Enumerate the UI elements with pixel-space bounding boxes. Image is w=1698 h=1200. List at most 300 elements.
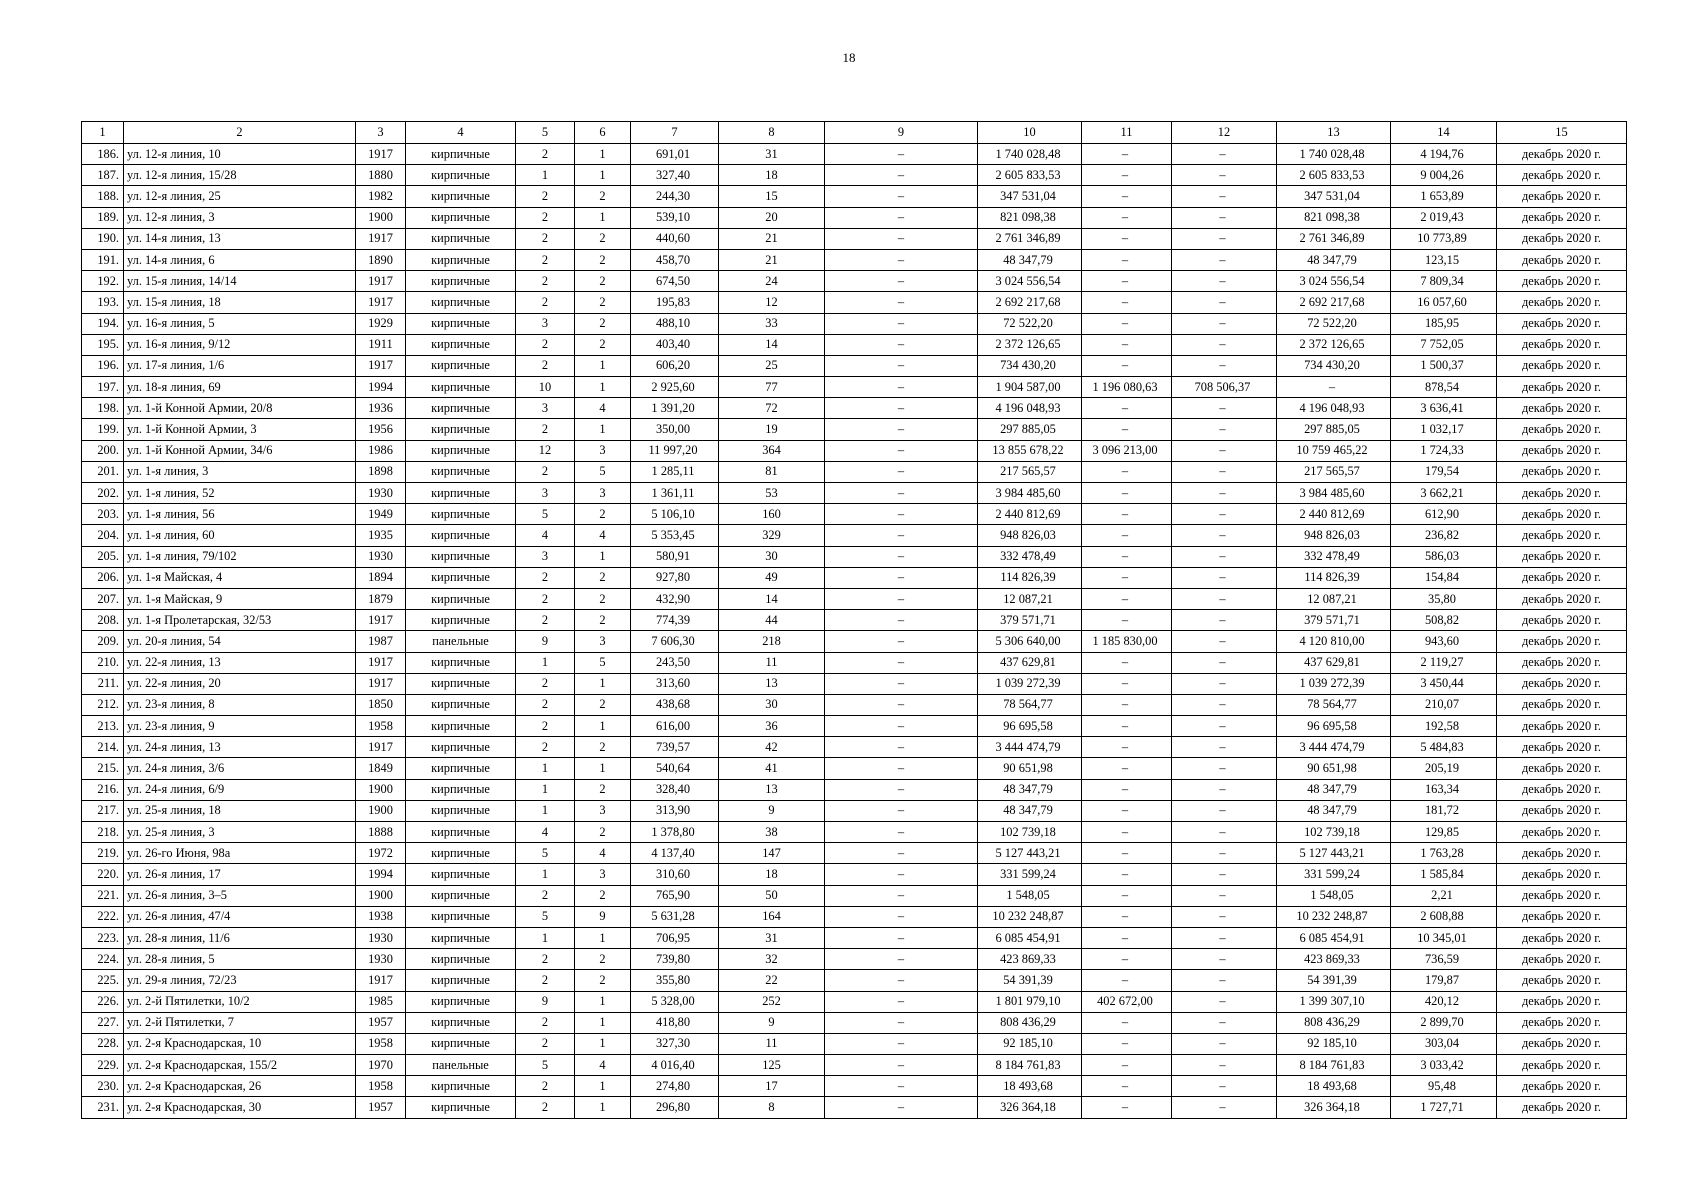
table-cell-col-3: 1917 <box>356 737 406 758</box>
table-cell-col-6: 4 <box>575 843 631 864</box>
table-cell-col-1: 197. <box>82 377 124 398</box>
table-row <box>82 631 1627 652</box>
table-cell-col-12: – <box>1172 1076 1277 1097</box>
table-cell-col-8: 25 <box>719 355 825 376</box>
table-row <box>82 694 1627 715</box>
column-number-7: 7 <box>631 122 719 144</box>
table-cell-col-6: 2 <box>575 313 631 334</box>
table-cell-col-2: ул. 22-я линия, 20 <box>124 673 356 694</box>
table-cell-col-4: кирпичные <box>406 588 516 609</box>
table-cell-col-3: 1957 <box>356 1097 406 1118</box>
table-cell-col-1: 201. <box>82 461 124 482</box>
table-cell-col-13: 437 629,81 <box>1277 652 1391 673</box>
table-cell-col-14: 303,04 <box>1391 1033 1497 1054</box>
table-cell-col-12: – <box>1172 906 1277 927</box>
table-cell-col-9: – <box>825 567 978 588</box>
table-cell-col-2: ул. 25-я линия, 18 <box>124 800 356 821</box>
table-cell-col-8: 8 <box>719 1097 825 1118</box>
table-cell-col-6: 2 <box>575 228 631 249</box>
table-cell-col-14: 2 899,70 <box>1391 1012 1497 1033</box>
table-row <box>82 567 1627 588</box>
table-cell-col-2: ул. 16-я линия, 5 <box>124 313 356 334</box>
table-cell-col-5: 2 <box>516 567 575 588</box>
table-cell-col-12: – <box>1172 525 1277 546</box>
table-cell-col-11: – <box>1082 906 1172 927</box>
table-cell-col-4: кирпичные <box>406 1097 516 1118</box>
table-cell-col-11: – <box>1082 1076 1172 1097</box>
table-cell-col-10: 948 826,03 <box>978 525 1082 546</box>
table-cell-col-10: 379 571,71 <box>978 610 1082 631</box>
table-cell-col-3: 1957 <box>356 1012 406 1033</box>
table-cell-col-1: 186. <box>82 144 124 165</box>
table-cell-col-13: 948 826,03 <box>1277 525 1391 546</box>
column-number-15: 15 <box>1497 122 1627 144</box>
table-cell-col-14: 123,15 <box>1391 249 1497 270</box>
table-cell-col-6: 3 <box>575 440 631 461</box>
table-cell-col-1: 227. <box>82 1012 124 1033</box>
table-cell-col-14: 95,48 <box>1391 1076 1497 1097</box>
table-cell-col-14: 35,80 <box>1391 588 1497 609</box>
table-cell-col-12: – <box>1172 843 1277 864</box>
table-cell-col-2: ул. 1-я Майская, 4 <box>124 567 356 588</box>
table-cell-col-7: 488,10 <box>631 313 719 334</box>
table-cell-col-12: – <box>1172 1012 1277 1033</box>
table-cell-col-5: 3 <box>516 483 575 504</box>
table-cell-col-9: – <box>825 207 978 228</box>
table-cell-col-5: 2 <box>516 610 575 631</box>
table-cell-col-10: 18 493,68 <box>978 1076 1082 1097</box>
table-cell-col-13: 1 548,05 <box>1277 885 1391 906</box>
table-cell-col-12: – <box>1172 1097 1277 1118</box>
table-cell-col-12: – <box>1172 885 1277 906</box>
table-cell-col-9: – <box>825 398 978 419</box>
table-cell-col-10: 48 347,79 <box>978 779 1082 800</box>
table-cell-col-7: 606,20 <box>631 355 719 376</box>
table-cell-col-4: кирпичные <box>406 864 516 885</box>
table-cell-col-14: 16 057,60 <box>1391 292 1497 313</box>
table-cell-col-6: 2 <box>575 779 631 800</box>
table-cell-col-9: – <box>825 1076 978 1097</box>
table-cell-col-5: 2 <box>516 588 575 609</box>
table-cell-col-1: 209. <box>82 631 124 652</box>
table-cell-col-2: ул. 25-я линия, 3 <box>124 822 356 843</box>
table-cell-col-6: 1 <box>575 1076 631 1097</box>
table-cell-col-5: 3 <box>516 398 575 419</box>
table-cell-col-7: 327,30 <box>631 1033 719 1054</box>
table-cell-col-4: кирпичные <box>406 970 516 991</box>
table-cell-col-12: – <box>1172 546 1277 567</box>
table-cell-col-14: 192,58 <box>1391 716 1497 737</box>
column-number-5: 5 <box>516 122 575 144</box>
table-cell-col-1: 224. <box>82 949 124 970</box>
table-cell-col-14: 1 032,17 <box>1391 419 1497 440</box>
table-cell-col-7: 765,90 <box>631 885 719 906</box>
table-cell-col-10: 423 869,33 <box>978 949 1082 970</box>
table-cell-col-9: – <box>825 271 978 292</box>
table-row <box>82 228 1627 249</box>
table-cell-col-6: 2 <box>575 737 631 758</box>
table-cell-col-12: – <box>1172 419 1277 440</box>
table-cell-col-3: 1930 <box>356 927 406 948</box>
table-cell-col-9: – <box>825 1055 978 1076</box>
table-row <box>82 483 1627 504</box>
table-cell-col-5: 2 <box>516 334 575 355</box>
table-cell-col-9: – <box>825 694 978 715</box>
table-cell-col-4: кирпичные <box>406 165 516 186</box>
table-row <box>82 991 1627 1012</box>
table-cell-col-5: 1 <box>516 165 575 186</box>
table-cell-col-6: 1 <box>575 165 631 186</box>
table-row <box>82 906 1627 927</box>
table-cell-col-12: – <box>1172 1033 1277 1054</box>
table-cell-col-1: 218. <box>82 822 124 843</box>
table-cell-col-15: декабрь 2020 г. <box>1497 292 1627 313</box>
table-cell-col-8: 164 <box>719 906 825 927</box>
table-cell-col-15: декабрь 2020 г. <box>1497 440 1627 461</box>
table-cell-col-7: 313,90 <box>631 800 719 821</box>
table-cell-col-6: 1 <box>575 546 631 567</box>
table-cell-col-5: 5 <box>516 906 575 927</box>
table-cell-col-9: – <box>825 292 978 313</box>
table-cell-col-5: 2 <box>516 716 575 737</box>
table-cell-col-8: 18 <box>719 864 825 885</box>
table-cell-col-8: 147 <box>719 843 825 864</box>
table-cell-col-8: 81 <box>719 461 825 482</box>
table-cell-col-13: 96 695,58 <box>1277 716 1391 737</box>
table-cell-col-12: – <box>1172 313 1277 334</box>
table-cell-col-3: 1949 <box>356 504 406 525</box>
table-cell-col-10: 12 087,21 <box>978 588 1082 609</box>
table-cell-col-13: 2 692 217,68 <box>1277 292 1391 313</box>
table-row <box>82 1033 1627 1054</box>
table-cell-col-11: – <box>1082 355 1172 376</box>
table-cell-col-12: – <box>1172 652 1277 673</box>
table-cell-col-11: – <box>1082 843 1172 864</box>
table-cell-col-7: 11 997,20 <box>631 440 719 461</box>
table-cell-col-8: 36 <box>719 716 825 737</box>
table-cell-col-5: 4 <box>516 822 575 843</box>
table-row <box>82 673 1627 694</box>
table-cell-col-3: 1985 <box>356 991 406 1012</box>
table-cell-col-6: 2 <box>575 249 631 270</box>
table-cell-col-10: 808 436,29 <box>978 1012 1082 1033</box>
table-cell-col-7: 774,39 <box>631 610 719 631</box>
table-cell-col-2: ул. 22-я линия, 13 <box>124 652 356 673</box>
table-cell-col-8: 24 <box>719 271 825 292</box>
table-cell-col-12: – <box>1172 673 1277 694</box>
table-row <box>82 334 1627 355</box>
table-cell-col-10: 48 347,79 <box>978 249 1082 270</box>
table-cell-col-11: – <box>1082 546 1172 567</box>
table-cell-col-3: 1994 <box>356 377 406 398</box>
table-cell-col-3: 1958 <box>356 1033 406 1054</box>
table-cell-col-13: 10 759 465,22 <box>1277 440 1391 461</box>
table-cell-col-8: 125 <box>719 1055 825 1076</box>
table-cell-col-3: 1938 <box>356 906 406 927</box>
table-cell-col-2: ул. 15-я линия, 18 <box>124 292 356 313</box>
table-cell-col-13: 3 984 485,60 <box>1277 483 1391 504</box>
column-number-header-row <box>82 122 1627 144</box>
table-cell-col-13: 217 565,57 <box>1277 461 1391 482</box>
table-row <box>82 843 1627 864</box>
table-cell-col-7: 458,70 <box>631 249 719 270</box>
table-cell-col-4: кирпичные <box>406 822 516 843</box>
table-cell-col-5: 2 <box>516 249 575 270</box>
table-cell-col-11: 3 096 213,00 <box>1082 440 1172 461</box>
table-cell-col-13: 90 651,98 <box>1277 758 1391 779</box>
table-cell-col-5: 2 <box>516 1097 575 1118</box>
page-number: 18 <box>842 50 856 65</box>
table-cell-col-12: – <box>1172 610 1277 631</box>
table-cell-col-11: – <box>1082 271 1172 292</box>
table-cell-col-8: 33 <box>719 313 825 334</box>
table-cell-col-13: 6 085 454,91 <box>1277 927 1391 948</box>
table-cell-col-14: 179,54 <box>1391 461 1497 482</box>
table-cell-col-15: декабрь 2020 г. <box>1497 949 1627 970</box>
table-cell-col-7: 403,40 <box>631 334 719 355</box>
table-cell-col-5: 1 <box>516 652 575 673</box>
table-cell-col-10: 1 801 979,10 <box>978 991 1082 1012</box>
table-cell-col-3: 1894 <box>356 567 406 588</box>
table-cell-col-4: кирпичные <box>406 758 516 779</box>
table-cell-col-8: 22 <box>719 970 825 991</box>
table-cell-col-4: кирпичные <box>406 800 516 821</box>
table-cell-col-13: 1 039 272,39 <box>1277 673 1391 694</box>
table-cell-col-14: 420,12 <box>1391 991 1497 1012</box>
table-cell-col-9: – <box>825 504 978 525</box>
table-cell-col-13: 18 493,68 <box>1277 1076 1391 1097</box>
table-row <box>82 355 1627 376</box>
table-cell-col-4: кирпичные <box>406 716 516 737</box>
table-cell-col-9: – <box>825 779 978 800</box>
table-cell-col-6: 4 <box>575 398 631 419</box>
table-cell-col-6: 2 <box>575 271 631 292</box>
table-cell-col-12: – <box>1172 207 1277 228</box>
table-cell-col-9: – <box>825 800 978 821</box>
table-cell-col-4: кирпичные <box>406 525 516 546</box>
table-cell-col-3: 1956 <box>356 419 406 440</box>
table-cell-col-11: – <box>1082 1033 1172 1054</box>
table-cell-col-2: ул. 1-я линия, 52 <box>124 483 356 504</box>
table-cell-col-9: – <box>825 165 978 186</box>
table-cell-col-6: 5 <box>575 652 631 673</box>
table-cell-col-12: 708 506,37 <box>1172 377 1277 398</box>
table-cell-col-14: 3 662,21 <box>1391 483 1497 504</box>
table-cell-col-5: 3 <box>516 546 575 567</box>
table-cell-col-9: – <box>825 758 978 779</box>
table-cell-col-6: 3 <box>575 483 631 504</box>
table-cell-col-13: 3 444 474,79 <box>1277 737 1391 758</box>
table-cell-col-3: 1917 <box>356 271 406 292</box>
table-cell-col-7: 274,80 <box>631 1076 719 1097</box>
table-cell-col-14: 3 033,42 <box>1391 1055 1497 1076</box>
table-cell-col-14: 3 450,44 <box>1391 673 1497 694</box>
table-cell-col-15: декабрь 2020 г. <box>1497 165 1627 186</box>
table-cell-col-11: – <box>1082 716 1172 737</box>
table-cell-col-3: 1970 <box>356 1055 406 1076</box>
table-cell-col-1: 191. <box>82 249 124 270</box>
table-cell-col-7: 313,60 <box>631 673 719 694</box>
table-cell-col-5: 1 <box>516 779 575 800</box>
table-row <box>82 927 1627 948</box>
table-cell-col-3: 1917 <box>356 292 406 313</box>
table-cell-col-4: кирпичные <box>406 694 516 715</box>
table-cell-col-2: ул. 2-я Краснодарская, 155/2 <box>124 1055 356 1076</box>
table-cell-col-7: 418,80 <box>631 1012 719 1033</box>
table-cell-col-14: 508,82 <box>1391 610 1497 631</box>
table-cell-col-12: – <box>1172 758 1277 779</box>
table-cell-col-11: – <box>1082 334 1172 355</box>
table-cell-col-1: 213. <box>82 716 124 737</box>
table-cell-col-7: 195,83 <box>631 292 719 313</box>
table-cell-col-5: 2 <box>516 292 575 313</box>
table-cell-col-13: 808 436,29 <box>1277 1012 1391 1033</box>
table-cell-col-15: декабрь 2020 г. <box>1497 419 1627 440</box>
table-cell-col-7: 691,01 <box>631 144 719 165</box>
table-cell-col-10: 332 478,49 <box>978 546 1082 567</box>
table-cell-col-3: 1879 <box>356 588 406 609</box>
table-cell-col-15: декабрь 2020 г. <box>1497 737 1627 758</box>
table-cell-col-6: 3 <box>575 800 631 821</box>
table-row <box>82 313 1627 334</box>
table-cell-col-10: 13 855 678,22 <box>978 440 1082 461</box>
table-cell-col-8: 160 <box>719 504 825 525</box>
table-row <box>82 800 1627 821</box>
table-cell-col-5: 2 <box>516 419 575 440</box>
table-cell-col-15: декабрь 2020 г. <box>1497 610 1627 631</box>
table-cell-col-10: 734 430,20 <box>978 355 1082 376</box>
table-cell-col-3: 1917 <box>356 970 406 991</box>
table-cell-col-5: 3 <box>516 313 575 334</box>
table-cell-col-4: кирпичные <box>406 186 516 207</box>
table-cell-col-12: – <box>1172 228 1277 249</box>
table-cell-col-14: 1 585,84 <box>1391 864 1497 885</box>
table-cell-col-13: 297 885,05 <box>1277 419 1391 440</box>
table-cell-col-5: 4 <box>516 525 575 546</box>
table-cell-col-9: – <box>825 461 978 482</box>
table-cell-col-2: ул. 28-я линия, 11/6 <box>124 927 356 948</box>
table-cell-col-12: – <box>1172 949 1277 970</box>
table-cell-col-5: 2 <box>516 949 575 970</box>
table-cell-col-3: 1994 <box>356 864 406 885</box>
table-cell-col-7: 5 631,28 <box>631 906 719 927</box>
table-cell-col-9: – <box>825 991 978 1012</box>
table-cell-col-15: декабрь 2020 г. <box>1497 525 1627 546</box>
table-cell-col-4: кирпичные <box>406 207 516 228</box>
table-cell-col-3: 1917 <box>356 144 406 165</box>
table-cell-col-14: 1 500,37 <box>1391 355 1497 376</box>
table-cell-col-5: 2 <box>516 737 575 758</box>
table-cell-col-11: – <box>1082 525 1172 546</box>
column-number-11: 11 <box>1082 122 1172 144</box>
table-cell-col-10: 1 039 272,39 <box>978 673 1082 694</box>
table-row <box>82 271 1627 292</box>
table-cell-col-2: ул. 1-й Конной Армии, 3 <box>124 419 356 440</box>
table-cell-col-2: ул. 1-я Майская, 9 <box>124 588 356 609</box>
table-cell-col-6: 1 <box>575 355 631 376</box>
table-cell-col-6: 1 <box>575 1033 631 1054</box>
table-cell-col-8: 44 <box>719 610 825 631</box>
table-cell-col-5: 10 <box>516 377 575 398</box>
table-row <box>82 885 1627 906</box>
table-cell-col-9: – <box>825 864 978 885</box>
table-cell-col-9: – <box>825 334 978 355</box>
table-cell-col-10: 1 740 028,48 <box>978 144 1082 165</box>
table-cell-col-6: 9 <box>575 906 631 927</box>
table-cell-col-7: 580,91 <box>631 546 719 567</box>
table-row <box>82 419 1627 440</box>
table-cell-col-10: 331 599,24 <box>978 864 1082 885</box>
table-cell-col-12: – <box>1172 334 1277 355</box>
table-cell-col-1: 190. <box>82 228 124 249</box>
table-cell-col-11: – <box>1082 779 1172 800</box>
table-row <box>82 504 1627 525</box>
table-cell-col-2: ул. 26-я линия, 3–5 <box>124 885 356 906</box>
table-cell-col-14: 3 636,41 <box>1391 398 1497 419</box>
table-cell-col-13: 326 364,18 <box>1277 1097 1391 1118</box>
table-cell-col-7: 350,00 <box>631 419 719 440</box>
table-cell-col-15: декабрь 2020 г. <box>1497 1033 1627 1054</box>
table-cell-col-13: 48 347,79 <box>1277 249 1391 270</box>
table-cell-col-3: 1982 <box>356 186 406 207</box>
table-cell-col-3: 1900 <box>356 885 406 906</box>
table-cell-col-10: 102 739,18 <box>978 822 1082 843</box>
table-cell-col-11: – <box>1082 864 1172 885</box>
table-cell-col-2: ул. 14-я линия, 13 <box>124 228 356 249</box>
table-cell-col-2: ул. 23-я линия, 9 <box>124 716 356 737</box>
table-cell-col-12: – <box>1172 165 1277 186</box>
table-cell-col-2: ул. 28-я линия, 5 <box>124 949 356 970</box>
table-cell-col-11: – <box>1082 567 1172 588</box>
table-cell-col-1: 205. <box>82 546 124 567</box>
table-cell-col-4: панельные <box>406 1055 516 1076</box>
table-cell-col-4: кирпичные <box>406 1012 516 1033</box>
table-cell-col-4: кирпичные <box>406 334 516 355</box>
table-cell-col-4: кирпичные <box>406 949 516 970</box>
table-cell-col-1: 204. <box>82 525 124 546</box>
table-cell-col-13: 4 196 048,93 <box>1277 398 1391 419</box>
table-cell-col-5: 5 <box>516 843 575 864</box>
table-cell-col-6: 1 <box>575 991 631 1012</box>
table-cell-col-7: 438,68 <box>631 694 719 715</box>
table-cell-col-2: ул. 1-я Пролетарская, 32/53 <box>124 610 356 631</box>
table-cell-col-3: 1850 <box>356 694 406 715</box>
table-cell-col-9: – <box>825 822 978 843</box>
table-row <box>82 610 1627 631</box>
table-cell-col-4: кирпичные <box>406 292 516 313</box>
table-cell-col-3: 1898 <box>356 461 406 482</box>
table-cell-col-13: 4 120 810,00 <box>1277 631 1391 652</box>
table-cell-col-8: 14 <box>719 334 825 355</box>
table-cell-col-11: – <box>1082 800 1172 821</box>
column-number-9: 9 <box>825 122 978 144</box>
table-cell-col-15: декабрь 2020 г. <box>1497 1097 1627 1118</box>
table-cell-col-1: 206. <box>82 567 124 588</box>
table-cell-col-12: – <box>1172 970 1277 991</box>
table-cell-col-9: – <box>825 313 978 334</box>
table-cell-col-12: – <box>1172 927 1277 948</box>
table-cell-col-13: 734 430,20 <box>1277 355 1391 376</box>
table-cell-col-6: 4 <box>575 1055 631 1076</box>
table-cell-col-8: 31 <box>719 927 825 948</box>
table-row <box>82 864 1627 885</box>
table-cell-col-7: 674,50 <box>631 271 719 292</box>
table-cell-col-10: 1 548,05 <box>978 885 1082 906</box>
table-cell-col-4: кирпичные <box>406 652 516 673</box>
table-cell-col-13: 332 478,49 <box>1277 546 1391 567</box>
table-cell-col-13: 379 571,71 <box>1277 610 1391 631</box>
table-cell-col-2: ул. 24-я линия, 3/6 <box>124 758 356 779</box>
